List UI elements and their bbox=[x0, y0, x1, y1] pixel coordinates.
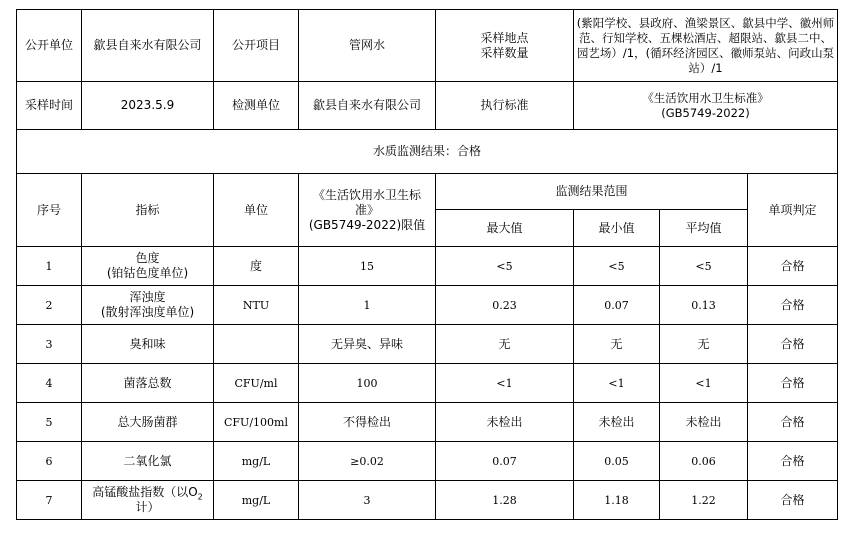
testing-unit-label: 检测单位 bbox=[214, 82, 299, 130]
row-limit: 1 bbox=[299, 286, 436, 325]
indicator-line2: (散射浑浊度单位) bbox=[100, 305, 195, 319]
project-label: 公开项目 bbox=[214, 10, 299, 82]
row-min: 未检出 bbox=[574, 403, 660, 442]
row-unit: NTU bbox=[214, 286, 299, 325]
sampling-sites: (紫阳学校、县政府、渔梁景区、歙县中学、徽州师范、行知学校、五棵松酒店、超限站、歙县二中、园艺场）/1，(循环经济园区、徽师泵站、问政山泵站）/1 bbox=[574, 10, 838, 82]
col-max: 最大值 bbox=[436, 210, 574, 247]
row-unit bbox=[214, 325, 299, 364]
row-index: 2 bbox=[17, 286, 82, 325]
row-limit: ≥0.02 bbox=[299, 442, 436, 481]
indicator-line1: 高锰酸盐指数（以O bbox=[92, 485, 198, 499]
row-verdict: 合格 bbox=[748, 325, 838, 364]
row-min: 0.05 bbox=[574, 442, 660, 481]
row-min: 0.07 bbox=[574, 286, 660, 325]
row-index: 1 bbox=[17, 247, 82, 286]
header-row-1 bbox=[17, 10, 838, 82]
row-unit: 度 bbox=[214, 247, 299, 286]
publisher-label: 公开单位 bbox=[17, 10, 82, 82]
row-min: <5 bbox=[574, 247, 660, 286]
row-avg: 1.22 bbox=[660, 481, 748, 520]
row-min: 1.18 bbox=[574, 481, 660, 520]
col-limit-line1: 《生活饮用水卫生标 bbox=[312, 187, 421, 202]
row-index: 3 bbox=[17, 325, 82, 364]
col-avg: 平均值 bbox=[660, 210, 748, 247]
row-indicator: 菌落总数 bbox=[82, 364, 214, 403]
col-min: 最小值 bbox=[574, 210, 660, 247]
row-min: 无 bbox=[574, 325, 660, 364]
row-max: 1.28 bbox=[436, 481, 574, 520]
table-row bbox=[17, 481, 838, 520]
row-limit: 无异臭、异味 bbox=[299, 325, 436, 364]
site-label-line2: 采样数量 bbox=[480, 45, 529, 60]
col-range-group: 监测结果范围 bbox=[436, 174, 748, 210]
row-limit: 3 bbox=[299, 481, 436, 520]
row-indicator bbox=[82, 247, 214, 286]
row-verdict: 合格 bbox=[748, 247, 838, 286]
standard-label: 执行标准 bbox=[436, 82, 574, 130]
row-max: 0.23 bbox=[436, 286, 574, 325]
row-max: 无 bbox=[436, 325, 574, 364]
publisher-value: 歙县自来水有限公司 bbox=[82, 10, 214, 82]
site-label-line1: 采样地点 bbox=[480, 30, 529, 45]
row-index: 5 bbox=[17, 403, 82, 442]
table-row bbox=[17, 286, 838, 325]
testing-unit-value: 歙县自来水有限公司 bbox=[299, 82, 436, 130]
row-avg: 无 bbox=[660, 325, 748, 364]
row-limit: 不得检出 bbox=[299, 403, 436, 442]
row-unit: mg/L bbox=[214, 481, 299, 520]
indicator-line1: 色度 bbox=[135, 251, 160, 265]
row-unit: CFU/ml bbox=[214, 364, 299, 403]
indicator-line1: 浑浊度 bbox=[129, 290, 166, 304]
row-verdict: 合格 bbox=[748, 442, 838, 481]
row-index: 7 bbox=[17, 481, 82, 520]
row-indicator bbox=[82, 286, 214, 325]
row-max: 0.07 bbox=[436, 442, 574, 481]
row-avg: 未检出 bbox=[660, 403, 748, 442]
row-avg: <5 bbox=[660, 247, 748, 286]
standard-line1: 《生活饮用水卫生标准》 bbox=[642, 90, 769, 105]
row-min: <1 bbox=[574, 364, 660, 403]
table-row bbox=[17, 325, 838, 364]
row-verdict: 合格 bbox=[748, 364, 838, 403]
row-avg: 0.06 bbox=[660, 442, 748, 481]
row-max: 未检出 bbox=[436, 403, 574, 442]
result-banner-row bbox=[17, 130, 838, 174]
result-banner: 水质监测结果：合格 bbox=[17, 130, 838, 174]
standard-line2: (GB5749-2022) bbox=[661, 105, 750, 120]
sampling-time-label: 采样时间 bbox=[17, 82, 82, 130]
col-index: 序号 bbox=[17, 174, 82, 247]
row-limit: 100 bbox=[299, 364, 436, 403]
row-indicator: 臭和味 bbox=[82, 325, 214, 364]
row-unit: CFU/100ml bbox=[214, 403, 299, 442]
row-avg: 0.13 bbox=[660, 286, 748, 325]
row-index: 4 bbox=[17, 364, 82, 403]
col-unit: 单位 bbox=[214, 174, 299, 247]
indicator-line2: 计） bbox=[135, 500, 160, 514]
row-max: <1 bbox=[436, 364, 574, 403]
standard-value bbox=[574, 82, 838, 130]
row-indicator: 总大肠菌群 bbox=[82, 403, 214, 442]
col-limit bbox=[299, 174, 436, 247]
row-max: <5 bbox=[436, 247, 574, 286]
col-limit-line3: (GB5749-2022)限值 bbox=[308, 217, 426, 232]
column-header-row-1 bbox=[17, 174, 838, 210]
col-limit-line2: 准》 bbox=[354, 202, 379, 217]
row-verdict: 合格 bbox=[748, 403, 838, 442]
row-verdict: 合格 bbox=[748, 286, 838, 325]
row-verdict: 合格 bbox=[748, 481, 838, 520]
row-unit: mg/L bbox=[214, 442, 299, 481]
table-row bbox=[17, 364, 838, 403]
water-quality-table bbox=[16, 9, 838, 520]
indicator-line2: (铂钴色度单位) bbox=[106, 266, 189, 280]
site-label bbox=[436, 10, 574, 82]
row-avg: <1 bbox=[660, 364, 748, 403]
row-indicator: 二氧化氯 bbox=[82, 442, 214, 481]
col-indicator: 指标 bbox=[82, 174, 214, 247]
row-index: 6 bbox=[17, 442, 82, 481]
project-value: 管网水 bbox=[299, 10, 436, 82]
sampling-time-value: 2023.5.9 bbox=[82, 82, 214, 130]
row-indicator bbox=[82, 481, 214, 520]
indicator-subscript: 2 bbox=[197, 492, 203, 502]
row-limit: 15 bbox=[299, 247, 436, 286]
header-row-2 bbox=[17, 82, 838, 130]
table-row bbox=[17, 247, 838, 286]
table-row bbox=[17, 442, 838, 481]
table-row bbox=[17, 403, 838, 442]
col-verdict: 单项判定 bbox=[748, 174, 838, 247]
